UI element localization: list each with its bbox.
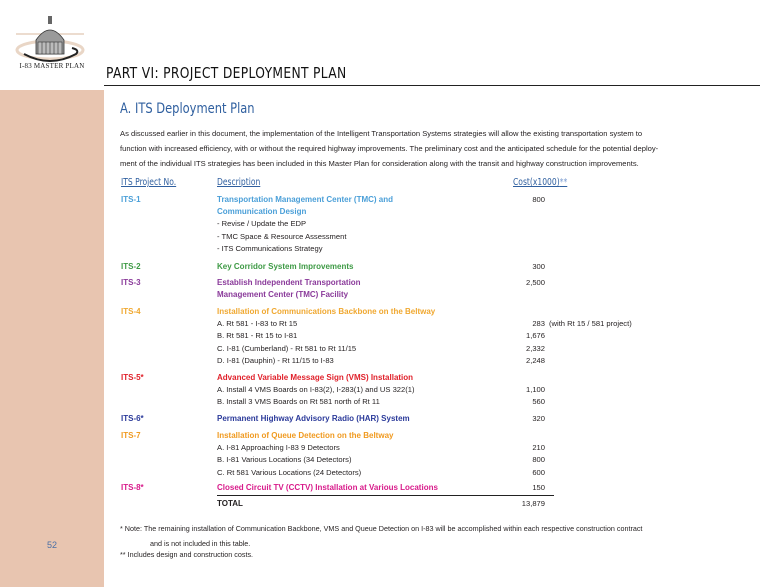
project-title: Establish Independent Transportation	[217, 278, 361, 287]
section-title: A. ITS Deployment Plan	[120, 101, 255, 117]
project-title: Permanent Highway Advisory Radio (HAR) System	[217, 414, 410, 423]
sub-item: B. I-81 Various Locations (34 Detectors)	[217, 455, 352, 465]
project-title-cont: Communication Design	[217, 207, 307, 217]
footnote-1-line-1: * Note: The remaining installation of Communication Backbone, VMS and Queue Detection on I-83 will be accomplished within each respective construction contract	[120, 524, 643, 533]
project-cost: 2,500	[525, 278, 545, 287]
sub-item: C. Rt 581 Various Locations (24 Detectors)	[217, 467, 362, 477]
sub-item-cost: 283	[532, 319, 545, 329]
project-title: Installation of Communications Backbone on the Beltway	[217, 307, 436, 316]
header-project-no: ITS Project No.	[121, 177, 177, 188]
project-title: Installation of Queue Detection on the Beltway	[217, 431, 394, 440]
page-number: 52	[46, 540, 57, 550]
intro-paragraph	[120, 126, 760, 171]
sub-item: C. I-81 (Cumberland) - Rt 581 to Rt 11/15	[217, 343, 357, 353]
header-cost-label: Cost(x1000)	[513, 177, 560, 188]
footnote-2: ** Includes design and construction costs.	[120, 550, 254, 559]
total-value: 13,879	[521, 499, 545, 508]
project-title: Advanced Variable Message Sign (VMS) Installation	[217, 373, 414, 382]
sub-item-cost: 1,676	[525, 331, 545, 341]
project-number: ITS-4	[121, 307, 141, 316]
project-cost: 300	[532, 262, 545, 271]
project-cost: 320	[532, 414, 545, 423]
sub-item-cost: 560	[532, 397, 545, 407]
header-cost-mark: **	[559, 177, 568, 188]
project-number: ITS-3	[121, 278, 141, 287]
sub-item-cost: 210	[532, 443, 545, 453]
project-number: ITS-6*	[121, 414, 144, 423]
project-title: Transportation Management Center (TMC) and	[217, 195, 394, 204]
sidebar-band	[0, 90, 104, 587]
header-description: Description	[217, 177, 261, 188]
project-number: ITS-5*	[121, 373, 144, 382]
sub-item-cost: 2,248	[525, 355, 545, 365]
project-cost: 800	[532, 195, 545, 204]
sub-item: - TMC Space & Resource Assessment	[217, 231, 347, 241]
logo-text: I-83 MASTER PLAN	[19, 62, 85, 70]
project-number: ITS-7	[121, 431, 141, 440]
capitol-dome-logo-icon	[14, 10, 86, 70]
sub-item: B. Rt 581 - Rt 15 to I-81	[217, 331, 298, 341]
sub-item: B. Install 3 VMS Boards on Rt 581 north of Rt 11	[217, 397, 380, 407]
sub-item: A. Rt 581 - I-83 to Rt 15	[217, 319, 298, 329]
project-number: ITS-1	[121, 195, 141, 204]
project-title: Key Corridor System Improvements	[217, 262, 354, 271]
sub-item: - Revise / Update the EDP	[217, 219, 307, 229]
intro-line: ment of the individual ITS strategies has been included in this Master Plan for consideration along with the transit and highway construction improvements.	[120, 159, 639, 168]
sub-item-cost: 1,100	[525, 385, 545, 395]
project-number: ITS-2	[121, 262, 141, 271]
sub-item-cost: 800	[532, 455, 545, 465]
sub-item: D. I-81 (Dauphin) - Rt 11/15 to I-83	[217, 355, 334, 365]
sub-item-cost: 600	[532, 467, 545, 477]
project-number: ITS-8*	[121, 483, 144, 492]
sub-item-cost: 2,332	[525, 343, 545, 353]
sub-item: A. I-81 Approaching I-83 9 Detectors	[217, 443, 340, 453]
footnote-1-line-2: and is not included in this table.	[150, 539, 251, 548]
total-label: TOTAL	[217, 499, 243, 508]
project-title-cont: Management Center (TMC) Facility	[217, 290, 349, 300]
intro-line: function with increased efficiency, with or without the required highway improvements. The preliminary cost and the anticipated schedule for the potential deploy-	[120, 144, 659, 153]
sub-item: A. Install 4 VMS Boards on I-83(2), I-283(1) and US 322(1)	[217, 385, 415, 395]
total-divider	[217, 495, 554, 496]
project-title: Closed Circuit TV (CCTV) Installation at Various Locations	[217, 483, 438, 492]
sub-item: - ITS Communications Strategy	[217, 243, 323, 253]
intro-line: As discussed earlier in this document, the implementation of the Intelligent Transportation Systems strategies will allow the existing transportation system to	[120, 129, 643, 138]
title-divider	[104, 85, 760, 86]
part-title: PART VI: PROJECT DEPLOYMENT PLAN	[106, 64, 347, 82]
sub-item-note: (with Rt 15 / 581 project)	[549, 319, 632, 329]
header-cost	[513, 177, 567, 188]
project-cost: 150	[532, 483, 545, 492]
